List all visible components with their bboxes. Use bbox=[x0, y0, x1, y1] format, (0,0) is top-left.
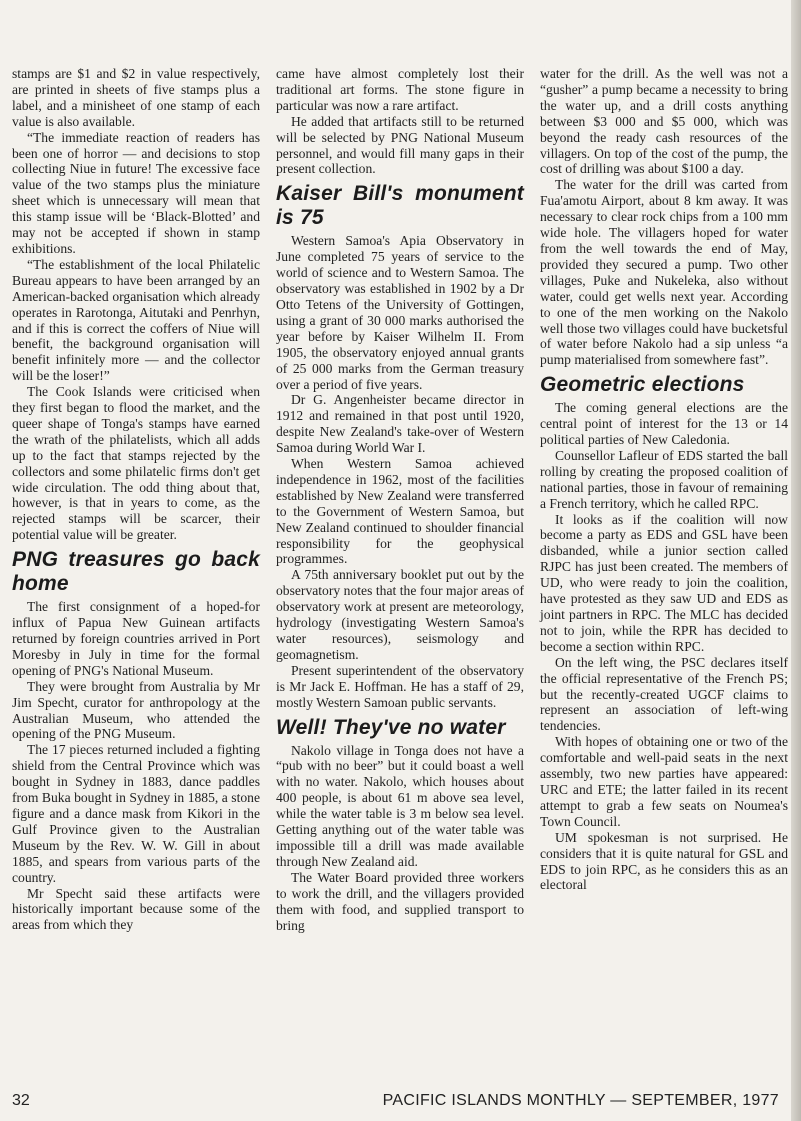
article-paragraph: The Water Board provided three workers to work the drill, and the villagers provided them with food, and supplied transport to bring bbox=[276, 869, 524, 933]
article-paragraph: The 17 pieces returned included a fighting shield from the Central Province which was bought in Sydney in 1883, dance paddles from Buka bought in Sydney in 1885, a stone figure and a dance mask from Kikori in the Gulf Province given to the Australian Museum by the Rev. W. W. Gill in about 1885, and spears from various parts of the country. bbox=[12, 742, 260, 885]
article-paragraph: The coming general elections are the central point of interest for the 13 or 14 political parties of New Caledonia. bbox=[540, 400, 788, 448]
article-paragraph: UM spokesman is not surprised. He considers that it is quite natural for GSL and EDS to join RPC, as he considers this as an electoral bbox=[540, 829, 788, 893]
article-paragraph: Present superintendent of the observatory is Mr Jack E. Hoffman. He has a staff of 29, mostly Western Samoan public servants. bbox=[276, 662, 524, 710]
article-paragraph: Dr G. Angenheister became director in 1912 and remained in that post until 1920, despite New Zealand's take-over of Western Samoa during World War I. bbox=[276, 392, 524, 456]
page-footer bbox=[0, 1092, 801, 1114]
article-paragraph: “The immediate reaction of readers has been one of horror — and decisions to stop collecting Niue in future! The excessive face value of the two stamps plus the miniature sheet which is unnecessary will mean that this stamp issue will be ‘Black-Blotted’ and may not be accepted if shown in stamp exhibitions. bbox=[12, 129, 260, 256]
article-paragraph: stamps are $1 and $2 in value respectively, are printed in sheets of five stamps plus a label, and a minisheet of one stamp of each value is also available. bbox=[12, 66, 260, 129]
page-edge-shadow bbox=[791, 0, 801, 1121]
article-paragraph: water for the drill. As the well was not a “gusher” a pump became a necessity to bring the water up, and a drill costs anything between $3 000 and $5 000, which was beyond the ready cash resources of the villagers. On top of the cost of the pump, the cost of drilling was about $100 a day. bbox=[540, 66, 788, 177]
column-2 bbox=[276, 66, 524, 933]
column-3 bbox=[540, 66, 788, 893]
article-paragraph: Western Samoa's Apia Observatory in June completed 75 years of service to the world of science and to Western Samoa. The observatory was established in 1902 by a Dr Otto Tetens of the University of Gottingen, using a grant of 30 000 marks authorised the year before by Kaiser Wilhelm II. From 1905, the observatory enjoyed annual grants of 25 000 marks from the German treasury over a period of five years. bbox=[276, 233, 524, 392]
article-paragraph: Counsellor Lafleur of EDS started the ball rolling by creating the proposed coalition of national parties, those in favour of remaining a French territory, which he called RPC. bbox=[540, 447, 788, 511]
article-paragraph: The Cook Islands were criticised when they first began to flood the market, and the queer shape of Tonga's stamps have earned the wrath of the philatelists, which all adds up to the fact that stamps rejected by the collectors and some philatelic firms don't get wide circulation. The odd thing about that, however, is that in years to come, as the rejected stamps will be scarcer, their potential value will be greater. bbox=[12, 384, 260, 543]
article-paragraph: Mr Specht said these artifacts were historically important because some of the areas from which they bbox=[12, 885, 260, 933]
article-paragraph: Nakolo village in Tonga does not have a “pub with no beer” but it could boast a well with no water. Nakolo, which houses about 400 people, is about 61 m above sea level, while the water table is 3 m below sea level. Getting anything out of the water table was impossible till a drill was made available through New Zealand aid. bbox=[276, 742, 524, 869]
article-paragraph: When Western Samoa achieved independence in 1962, most of the facilities established by New Zealand were transferred to the Government of Western Samoa, but New Zealand continued to shoulder financial responsibility for the geophysical programmes. bbox=[276, 456, 524, 567]
article-paragraph: They were brought from Australia by Mr Jim Specht, curator for anthropology at the Australian Museum, who attended the opening of the PNG Museum. bbox=[12, 678, 260, 742]
publication-line: PACIFIC ISLANDS MONTHLY — SEPTEMBER, 1977 bbox=[382, 1092, 779, 1109]
article-paragraph: The first consignment of a hoped-for influx of Papua New Guinean artifacts returned by foreign countries arrived in Port Moresby in July in time for the formal opening of PNG's National Museum. bbox=[12, 599, 260, 678]
article-paragraph: The water for the drill was carted from Fua'amotu Airport, about 8 km away. It was necessary to clear rock chips from a 100 mm wide hole. The villagers hoped for water from the well towards the end of May, provided they secured a pump. Two other villages, Puke and Nukeleka, also without water, could get wells next year. According to one of the men working on the Nakolo well those two villages could have bucketsful of water before Nakolo had a sip unless “a pump materialised from somewhere fast”. bbox=[540, 177, 788, 368]
article-paragraph: came have almost completely lost their traditional art forms. The stone figure in particular was now a rare artifact. bbox=[276, 66, 524, 113]
headline-no-water: Well! They've no water bbox=[276, 715, 506, 739]
page-number: 32 bbox=[12, 1092, 30, 1109]
headline-kaiser-bill: Kaiser Bill's monument is 75 bbox=[276, 182, 524, 230]
article-paragraph: He added that artifacts still to be returned will be selected by PNG National Museum personnel, and would fill many gaps in their present collection. bbox=[276, 113, 524, 177]
headline-geometric-elections: Geometric elections bbox=[540, 373, 745, 397]
headline-png-treasures: PNG treasures go back home bbox=[12, 548, 260, 596]
article-paragraph: On the left wing, the PSC declares itself the official representative of the French PS; but the recently-created UGCF claims to represent an association of left-wing tendencies. bbox=[540, 654, 788, 734]
article-paragraph: With hopes of obtaining one or two of the comfortable and well-paid seats in the next assembly, two new parties have appeared: URC and ETE; the latter failed in its recent attempt to grab a few seats on Noumea's Town Council. bbox=[540, 734, 788, 829]
article-paragraph: “The establishment of the local Philatelic Bureau appears to have been arranged by an American-backed organisation which already operates in Rarotonga, Aitutaki and Penrhyn, and if this is correct the coffers of Niue will benefit, the background organisation will benefit infinitely more — and the collector will be the loser!” bbox=[12, 256, 260, 384]
column-1 bbox=[12, 66, 260, 933]
article-paragraph: It looks as if the coalition will now become a party as EDS and GSL have been disbanded, while a junior section called RJPC has just been created. The members of UD, who were ready to join the coalition, have protested as they saw UD and EDS as joint partners in RPC. The MLC has decided not to join, while the RPR has decided to become a section within RPC. bbox=[540, 511, 788, 654]
article-paragraph: A 75th anniversary booklet put out by the observatory notes that the four major areas of observatory work at present are meteorology, hydrology (investigating Western Samoa's water resources), seismology and geomagnetism. bbox=[276, 567, 524, 662]
